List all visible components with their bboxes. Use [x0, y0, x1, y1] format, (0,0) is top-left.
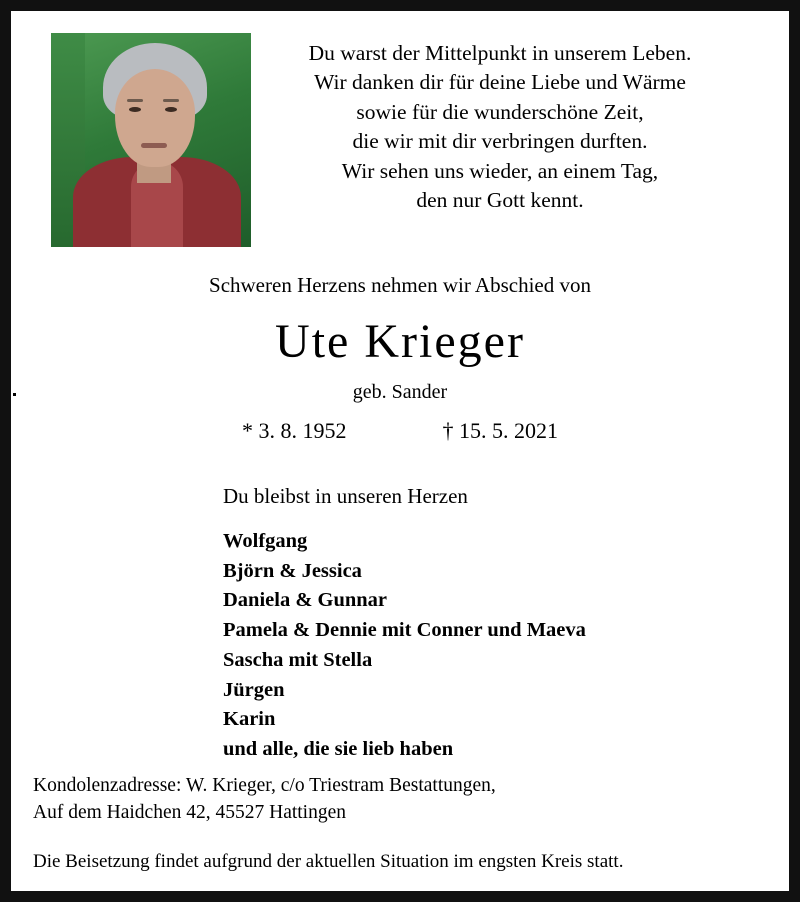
- verse-line: Wir danken dir für deine Liebe und Wärme: [314, 70, 686, 95]
- verse-line: den nur Gott kennt.: [416, 188, 584, 213]
- notice-inner: [11, 11, 789, 891]
- verse-line: Wir sehen uns wieder, an einem Tag,: [341, 158, 659, 183]
- mourner-name: Wolfgang: [223, 530, 308, 552]
- header-area: [33, 25, 767, 247]
- photo-eye-right: [165, 107, 177, 112]
- memorial-verse: [251, 25, 767, 216]
- mourner-name: Jürgen: [223, 678, 285, 701]
- footer-area: [33, 773, 767, 873]
- photo-brow-left: [127, 99, 143, 102]
- condolence-address-line: Kondolenzadresse: W. Krieger, c/o Triestram Bestattungen,: [33, 775, 496, 797]
- mourner-name: Pamela & Dennie mit Conner und Maeva: [223, 619, 586, 642]
- farewell-text: Schweren Herzens nehmen wir Abschied von: [209, 273, 591, 297]
- portrait-photo: [51, 33, 251, 247]
- mourner-name: Karin: [223, 708, 276, 731]
- remembrance-text: Du bleibst in unseren Herzen: [223, 484, 468, 508]
- verse-line: die wir mit dir verbringen durften.: [352, 129, 648, 154]
- condolence-address-line: Auf dem Haidchen 42, 45527 Hattingen: [33, 802, 347, 824]
- funeral-note: Die Beisetzung findet aufgrund der aktuellen Situation im engsten Kreis statt.: [33, 851, 624, 872]
- deceased-name: Ute Krieger: [275, 315, 525, 368]
- mourners-block: [33, 484, 767, 765]
- verse-line: Du warst der Mittelpunkt in unserem Leben.: [308, 41, 692, 65]
- photo-brow-right: [163, 99, 179, 102]
- verse-line: sowie für die wunderschöne Zeit,: [356, 99, 644, 124]
- birth-date: * 3. 8. 1952: [242, 418, 347, 443]
- photo-eye-left: [129, 107, 141, 112]
- condolence-address: [33, 773, 767, 827]
- photo-face: [115, 69, 195, 167]
- mourner-name: Daniela & Gunnar: [223, 589, 388, 612]
- photo-mouth: [141, 143, 167, 148]
- death-date: † 15. 5. 2021: [442, 418, 558, 443]
- print-mark: [13, 393, 16, 396]
- mourner-name: und alle, die sie lieb haben: [223, 738, 454, 761]
- life-dates: [33, 418, 767, 444]
- maiden-name: geb. Sander: [352, 381, 448, 403]
- mourner-name: Björn & Jessica: [223, 559, 362, 582]
- mourner-name: Sascha mit Stella: [223, 648, 373, 671]
